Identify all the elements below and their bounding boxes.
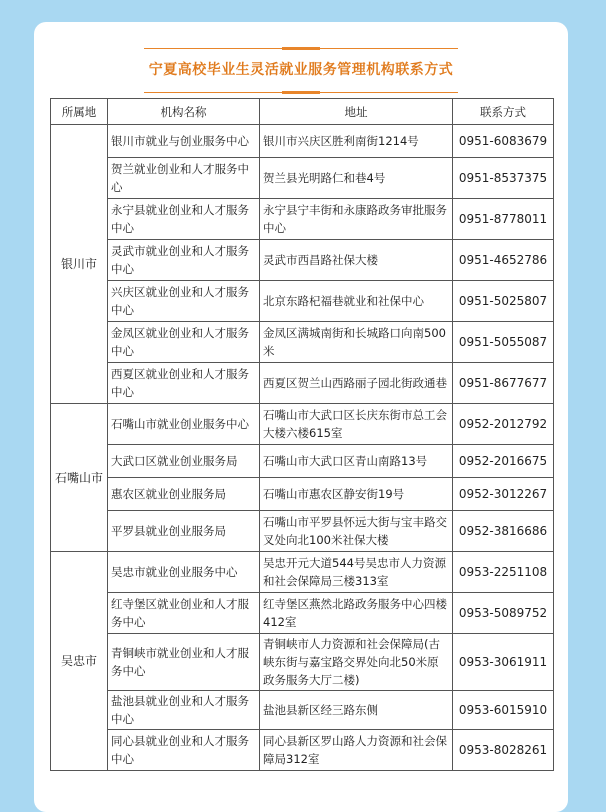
org-cell: 石嘴山市就业创业服务中心 <box>108 404 260 445</box>
org-cell: 同心县就业创业和人才服务中心 <box>108 730 260 771</box>
org-cell: 兴庆区就业创业和人才服务中心 <box>108 281 260 322</box>
org-cell: 金凤区就业创业和人才服务中心 <box>108 322 260 363</box>
org-cell: 吴忠市就业创业服务中心 <box>108 552 260 593</box>
phone-cell: 0953-6015910 <box>453 691 554 730</box>
table-row <box>51 730 554 771</box>
table-row <box>51 478 554 511</box>
address-cell: 石嘴山市大武口区青山南路13号 <box>260 445 453 478</box>
phone-cell: 0951-6083679 <box>453 125 554 158</box>
org-cell: 青铜峡市就业创业和人才服务中心 <box>108 634 260 691</box>
phone-cell: 0953-2251108 <box>453 552 554 593</box>
org-cell: 红寺堡区就业创业和人才服务中心 <box>108 593 260 634</box>
title-block <box>144 48 458 94</box>
page-title: 宁夏高校毕业生灵活就业服务管理机构联系方式 <box>148 62 454 78</box>
phone-cell: 0952-3012267 <box>453 478 554 511</box>
phone-cell: 0951-8537375 <box>453 158 554 199</box>
phone-cell: 0951-5055087 <box>453 322 554 363</box>
address-cell: 金凤区满城南街和长城路口向南500米 <box>260 322 453 363</box>
table-row <box>51 281 554 322</box>
phone-cell: 0952-2012792 <box>453 404 554 445</box>
table-row <box>51 363 554 404</box>
phone-cell: 0951-8778011 <box>453 199 554 240</box>
address-cell: 银川市兴庆区胜利南街1214号 <box>260 125 453 158</box>
phone-cell: 0952-3816686 <box>453 511 554 552</box>
header-address: 地址 <box>260 99 453 125</box>
address-cell: 红寺堡区燕然北路政务服务中心四楼412室 <box>260 593 453 634</box>
address-cell: 吴忠开元大道544号吴忠市人力资源和社会保障局三楼313室 <box>260 552 453 593</box>
phone-cell: 0953-5089752 <box>453 593 554 634</box>
table-row <box>51 404 554 445</box>
org-cell: 惠农区就业创业服务局 <box>108 478 260 511</box>
address-cell: 石嘴山市平罗县怀远大街与宝丰路交叉处向北100米社保大楼 <box>260 511 453 552</box>
header-region: 所属地 <box>51 99 108 125</box>
address-cell: 石嘴山市大武口区长庆东街市总工会大楼六楼615室 <box>260 404 453 445</box>
address-cell: 永宁县宁丰街和永康路政务审批服务中心 <box>260 199 453 240</box>
org-cell: 平罗县就业创业服务局 <box>108 511 260 552</box>
header-org: 机构名称 <box>108 99 260 125</box>
address-cell: 石嘴山市惠农区静安街19号 <box>260 478 453 511</box>
header-contact: 联系方式 <box>453 99 554 125</box>
org-cell: 盐池县就业创业和人才服务中心 <box>108 691 260 730</box>
org-cell: 大武口区就业创业服务局 <box>108 445 260 478</box>
phone-cell: 0952-2016675 <box>453 445 554 478</box>
content-card <box>34 22 568 812</box>
contact-table <box>50 98 554 771</box>
table-row <box>51 511 554 552</box>
org-cell: 银川市就业与创业服务中心 <box>108 125 260 158</box>
region-cell: 银川市 <box>51 125 108 404</box>
table-row <box>51 552 554 593</box>
table-row <box>51 125 554 158</box>
org-cell: 西夏区就业创业和人才服务中心 <box>108 363 260 404</box>
phone-cell: 0951-5025807 <box>453 281 554 322</box>
region-cell: 吴忠市 <box>51 552 108 771</box>
address-cell: 同心县新区罗山路人力资源和社会保障局312室 <box>260 730 453 771</box>
title-rule-top <box>144 48 458 49</box>
table-row <box>51 322 554 363</box>
org-cell: 永宁县就业创业和人才服务中心 <box>108 199 260 240</box>
region-cell: 石嘴山市 <box>51 404 108 552</box>
address-cell: 灵武市西昌路社保大楼 <box>260 240 453 281</box>
address-cell: 青铜峡市人力资源和社会保障局(古峡东街与嘉宝路交界处向北50米原政务服务大厅二楼) <box>260 634 453 691</box>
table-row <box>51 691 554 730</box>
table-row <box>51 158 554 199</box>
phone-cell: 0951-8677677 <box>453 363 554 404</box>
org-cell: 灵武市就业创业和人才服务中心 <box>108 240 260 281</box>
address-cell: 北京东路杞福巷就业和社保中心 <box>260 281 453 322</box>
title-rule-bottom <box>144 92 458 93</box>
address-cell: 西夏区贺兰山西路丽子园北街政通巷 <box>260 363 453 404</box>
address-cell: 盐池县新区经三路东侧 <box>260 691 453 730</box>
phone-cell: 0953-8028261 <box>453 730 554 771</box>
table-row <box>51 240 554 281</box>
table-row <box>51 199 554 240</box>
address-cell: 贺兰县光明路仁和巷4号 <box>260 158 453 199</box>
phone-cell: 0953-3061911 <box>453 634 554 691</box>
org-cell: 贺兰就业创业和人才服务中心 <box>108 158 260 199</box>
phone-cell: 0951-4652786 <box>453 240 554 281</box>
table-row <box>51 445 554 478</box>
table-row <box>51 634 554 691</box>
table-row <box>51 593 554 634</box>
